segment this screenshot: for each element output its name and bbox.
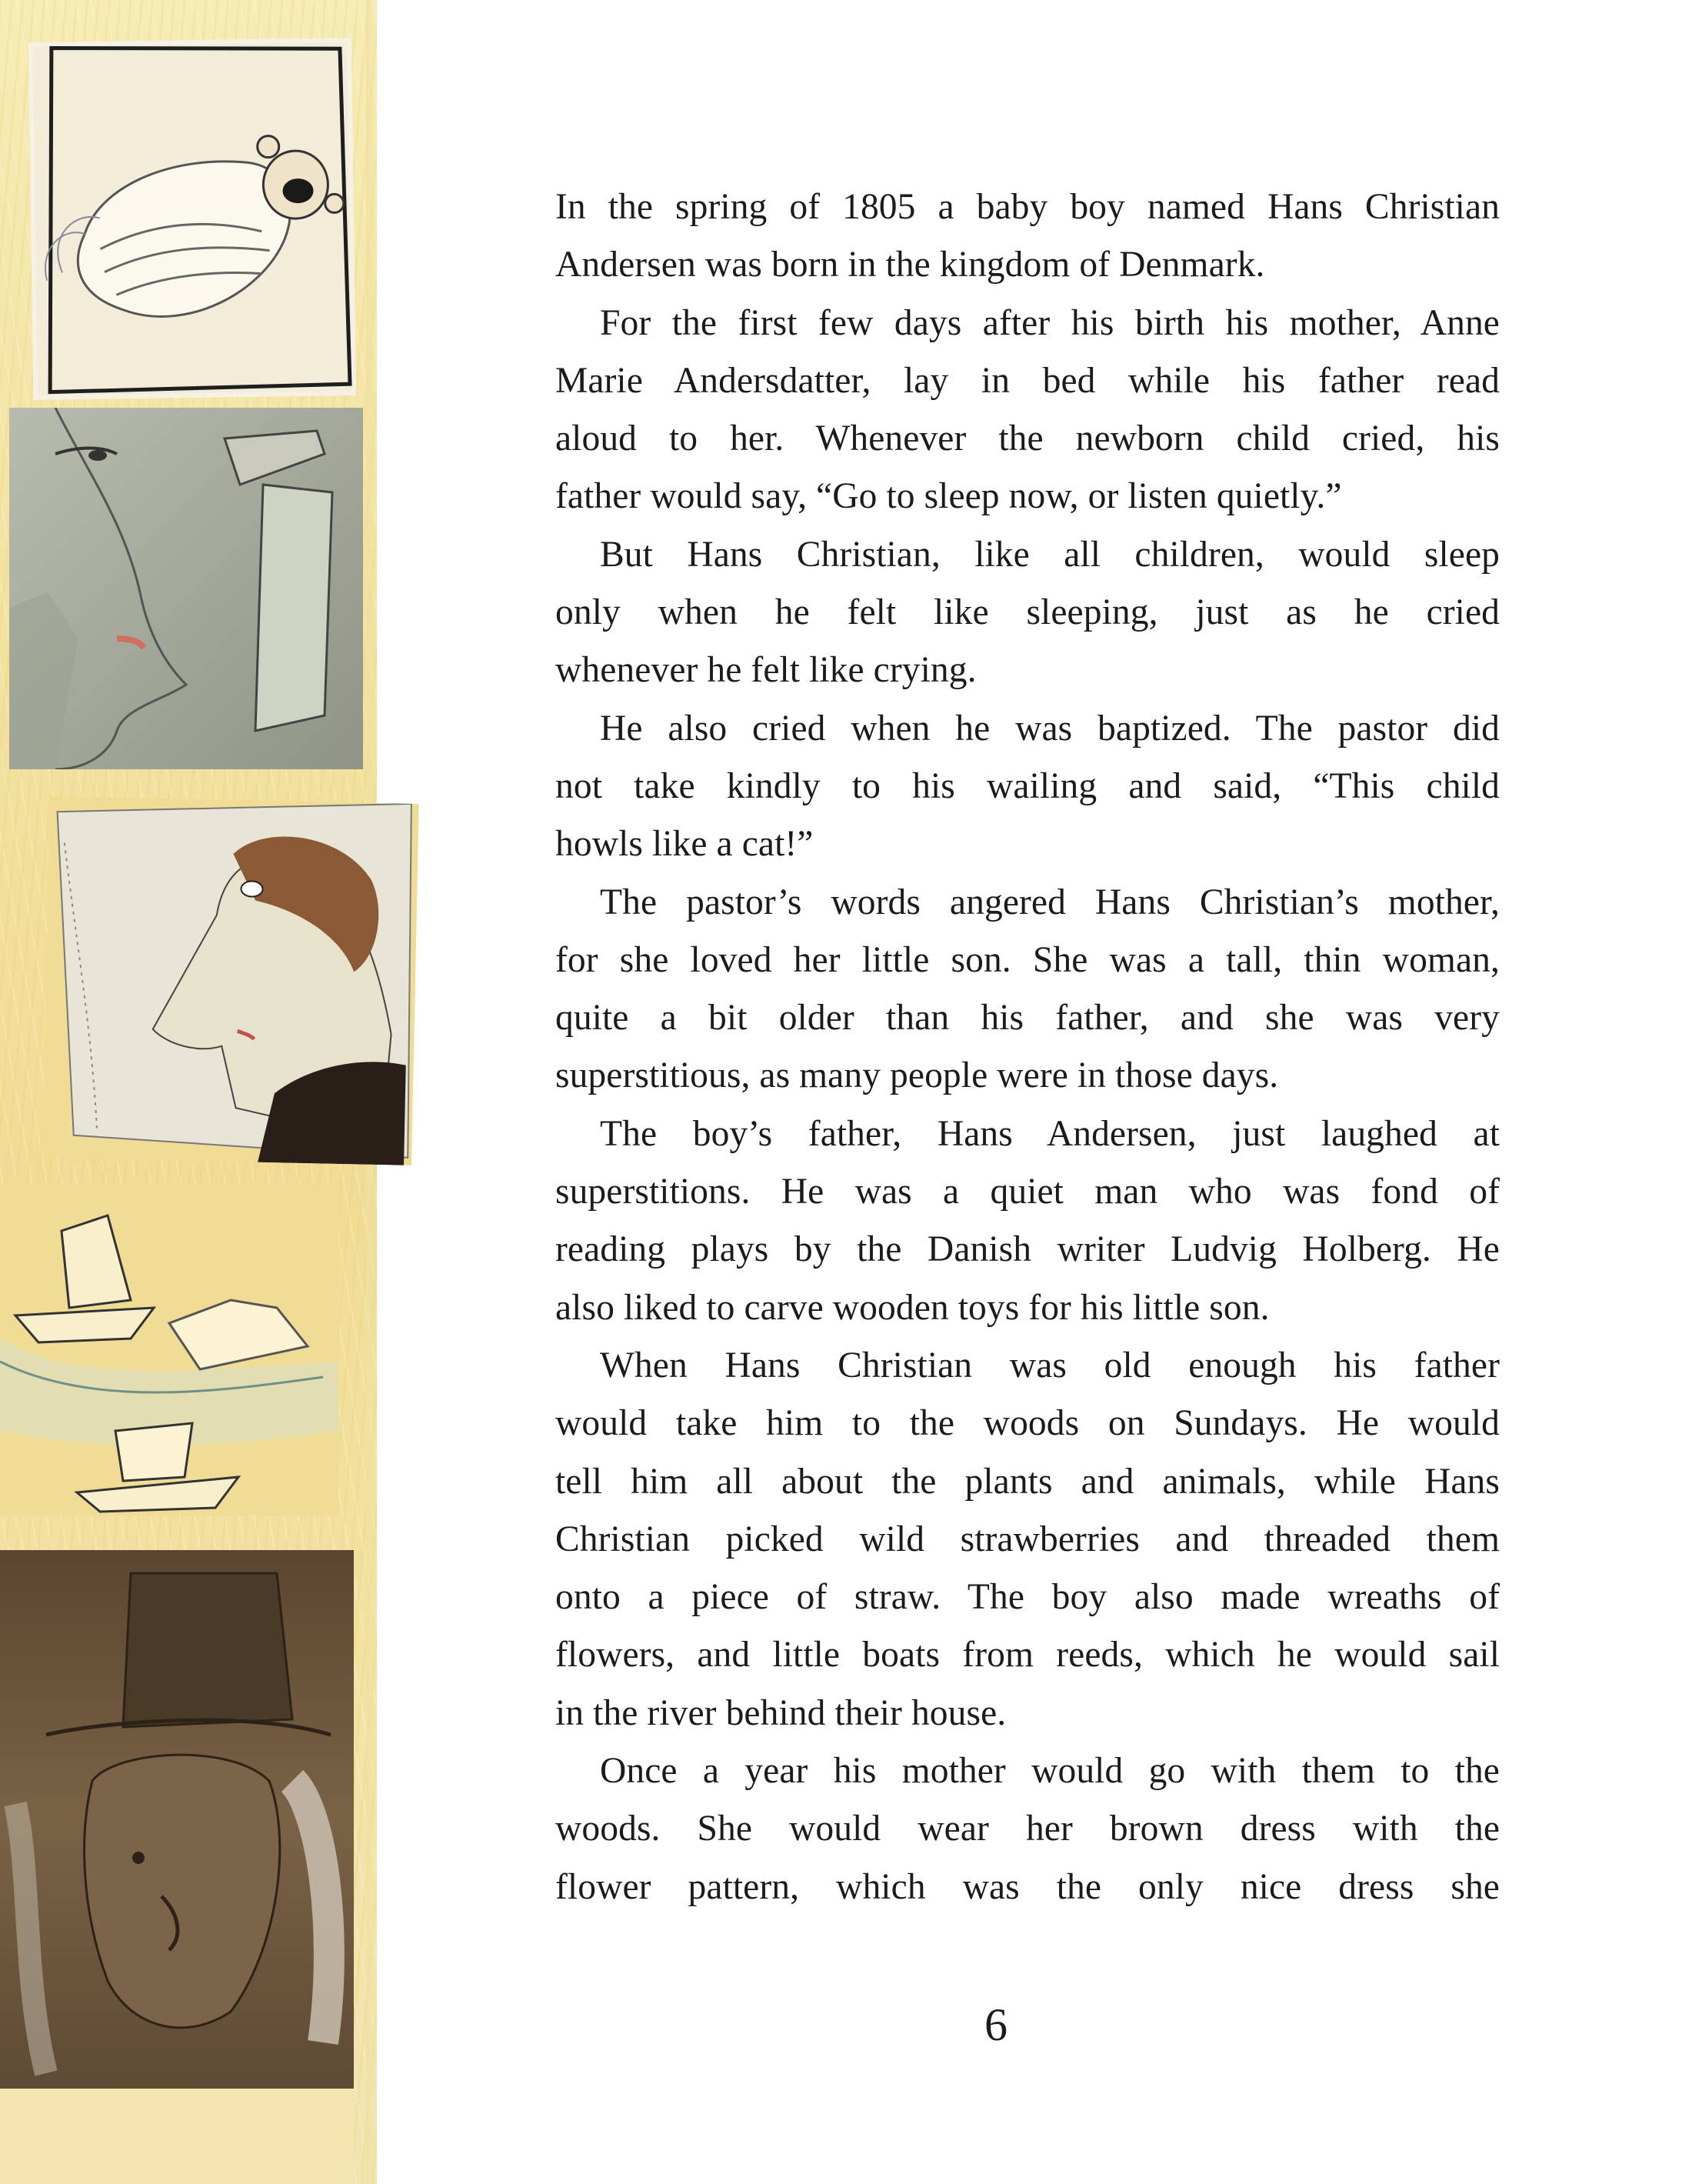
paragraph-5 <box>555 874 1500 1105</box>
text-line: father would say, “Go to sleep now, or listen quietly.” <box>555 476 1342 517</box>
text-line: quite a bit older than his father, and she was very <box>555 998 1500 1039</box>
paragraph-3 <box>555 526 1500 700</box>
paragraph-6 <box>555 1105 1500 1337</box>
text-line: superstitions. He was a quiet man who was fond of <box>555 1172 1500 1212</box>
text-line: When Hans Christian was old enough his father <box>600 1345 1500 1385</box>
text-line: reading plays by the Danish writer Ludvig Holberg. He <box>555 1229 1500 1270</box>
text-line: aloud to her. Whenever the newborn child cried, his <box>555 418 1500 459</box>
paragraph-8 <box>555 1742 1500 1916</box>
text-line: onto a piece of straw. The boy also made wreaths of <box>555 1577 1500 1618</box>
text-line: would take him to the woods on Sundays. He would <box>555 1403 1500 1444</box>
paragraph-7 <box>555 1337 1500 1742</box>
text-line: He also cried when he was baptized. The pastor did <box>600 708 1500 749</box>
text-line: The pastor’s words angered Hans Christian’s mother, <box>600 882 1500 922</box>
text-line: whenever he felt like crying. <box>555 650 977 691</box>
face-with-pipe-illustration <box>9 408 363 769</box>
text-line: In the spring of 1805 a baby boy named Hans Christian <box>555 187 1500 227</box>
man-with-hat-illustration <box>0 1550 354 2184</box>
page-number: 6 <box>984 1999 1008 2050</box>
text-line: also liked to carve wooden toys for his little son. <box>555 1287 1270 1328</box>
text-line: for she loved her little son. She was a tall, thin woman, <box>555 939 1500 980</box>
woman-profile-illustration <box>42 796 419 1165</box>
text-line: woods. She would wear her brown dress with the <box>555 1809 1500 1849</box>
baby-in-cradle-illustration <box>28 38 356 400</box>
text-line: not take kindly to his wailing and said, “This child <box>555 765 1500 806</box>
text-line: howls like a cat!” <box>555 824 814 865</box>
paragraph-2 <box>555 295 1500 526</box>
text-line: Marie Andersdatter, lay in bed while his father read <box>555 360 1500 401</box>
text-line: Andersen was born in the kingdom of Denmark. <box>555 245 1265 285</box>
text-line: But Hans Christian, like all children, would sleep <box>600 534 1500 575</box>
text-line: Once a year his mother would go with them to the <box>600 1751 1500 1792</box>
paper-boats-illustration <box>0 1185 338 1515</box>
paragraph-4 <box>555 700 1500 874</box>
story-text <box>555 178 1500 1916</box>
text-line: only when he felt like sleeping, just as he cried <box>555 592 1500 633</box>
text-line: flowers, and little boats from reeds, which he would sail <box>555 1635 1500 1676</box>
text-line: Christian picked wild strawberries and threaded them <box>555 1519 1500 1559</box>
text-line: in the river behind their house. <box>555 1692 1007 1733</box>
text-line: flower pattern, which was the only nice dress she <box>555 1866 1500 1907</box>
text-line: The boy’s father, Hans Andersen, just laughed at <box>600 1113 1500 1154</box>
paragraph-1 <box>555 178 1500 295</box>
text-line: superstitious, as many people were in those days. <box>555 1055 1279 1096</box>
text-line: For the first few days after his birth his mother, Anne <box>600 302 1500 343</box>
text-line: tell him all about the plants and animals, while Hans <box>555 1461 1500 1502</box>
